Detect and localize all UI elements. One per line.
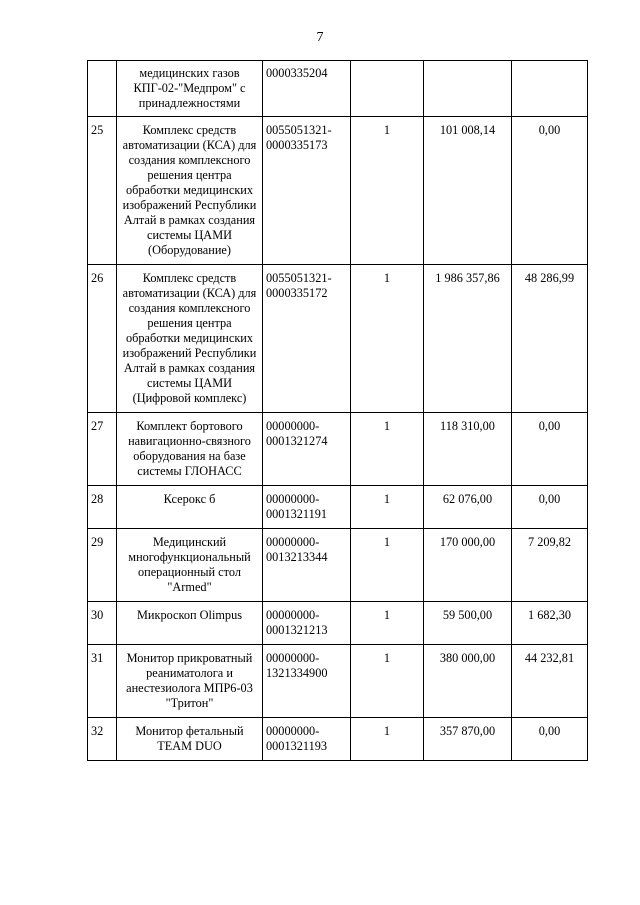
inventory-code-cell: 00000000-0001321274 [263, 413, 351, 486]
table-row [88, 486, 588, 529]
table-row [88, 265, 588, 413]
inventory-code-cell: 0000335204 [263, 61, 351, 117]
asset-name-cell: Монитор прикроватный реаниматолога и анестезиолога МПР6-03 "Тритон" [117, 645, 263, 718]
quantity-cell: 1 [351, 718, 424, 761]
inventory-code-cell: 00000000-0001321193 [263, 718, 351, 761]
book-value-cell [424, 61, 512, 117]
row-number-cell: 32 [88, 718, 117, 761]
residual-value-cell: 7 209,82 [512, 529, 588, 602]
quantity-cell: 1 [351, 486, 424, 529]
asset-name-cell: Комплекс средств автоматизации (КСА) для создания комплексного решения центра обработки медицинских изображений Республики Алтай в рамках создания системы ЦАМИ (Цифровой комплекс) [117, 265, 263, 413]
inventory-code-cell: 0055051321-0000335173 [263, 117, 351, 265]
row-number-cell [88, 61, 117, 117]
residual-value-cell: 0,00 [512, 486, 588, 529]
asset-name-cell: Ксерокс б [117, 486, 263, 529]
quantity-cell: 1 [351, 265, 424, 413]
asset-name-cell: медицинских газов КПГ-02-"Медпром" с принадлежностями [117, 61, 263, 117]
residual-value-cell: 44 232,81 [512, 645, 588, 718]
book-value-cell: 170 000,00 [424, 529, 512, 602]
book-value-cell: 380 000,00 [424, 645, 512, 718]
quantity-cell: 1 [351, 413, 424, 486]
row-number-cell: 25 [88, 117, 117, 265]
table-row [88, 718, 588, 761]
book-value-cell: 118 310,00 [424, 413, 512, 486]
residual-value-cell: 0,00 [512, 117, 588, 265]
table-row [88, 413, 588, 486]
row-number-cell: 31 [88, 645, 117, 718]
inventory-code-cell: 0055051321-0000335172 [263, 265, 351, 413]
book-value-cell: 59 500,00 [424, 602, 512, 645]
asset-name-cell: Комплект бортового навигационно-связного оборудования на базе системы ГЛОНАСС [117, 413, 263, 486]
table-row [88, 61, 588, 117]
inventory-code-cell: 00000000-0001321191 [263, 486, 351, 529]
quantity-cell: 1 [351, 602, 424, 645]
row-number-cell: 26 [88, 265, 117, 413]
row-number-cell: 27 [88, 413, 117, 486]
book-value-cell: 62 076,00 [424, 486, 512, 529]
table-row [88, 602, 588, 645]
quantity-cell: 1 [351, 117, 424, 265]
inventory-code-cell: 00000000-0001321213 [263, 602, 351, 645]
row-number-cell: 28 [88, 486, 117, 529]
book-value-cell: 101 008,14 [424, 117, 512, 265]
book-value-cell: 357 870,00 [424, 718, 512, 761]
row-number-cell: 30 [88, 602, 117, 645]
table-row [88, 645, 588, 718]
quantity-cell: 1 [351, 529, 424, 602]
quantity-cell [351, 61, 424, 117]
residual-value-cell: 0,00 [512, 718, 588, 761]
asset-name-cell: Микроскоп Olimpus [117, 602, 263, 645]
residual-value-cell: 48 286,99 [512, 265, 588, 413]
asset-name-cell: Медицинский многофункциональный операционный стол "Armed" [117, 529, 263, 602]
table-row [88, 529, 588, 602]
table-row [88, 117, 588, 265]
inventory-code-cell: 00000000-0013213344 [263, 529, 351, 602]
quantity-cell: 1 [351, 645, 424, 718]
asset-name-cell: Монитор фетальный TEAM DUO [117, 718, 263, 761]
asset-name-cell: Комплекс средств автоматизации (КСА) для создания комплексного решения центра обработки медицинских изображений Республики Алтай в рамках создания системы ЦАМИ (Оборудование) [117, 117, 263, 265]
residual-value-cell: 1 682,30 [512, 602, 588, 645]
inventory-table [87, 60, 588, 761]
residual-value-cell [512, 61, 588, 117]
residual-value-cell: 0,00 [512, 413, 588, 486]
row-number-cell: 29 [88, 529, 117, 602]
page-number: 7 [316, 30, 324, 45]
book-value-cell: 1 986 357,86 [424, 265, 512, 413]
inventory-code-cell: 00000000-1321334900 [263, 645, 351, 718]
